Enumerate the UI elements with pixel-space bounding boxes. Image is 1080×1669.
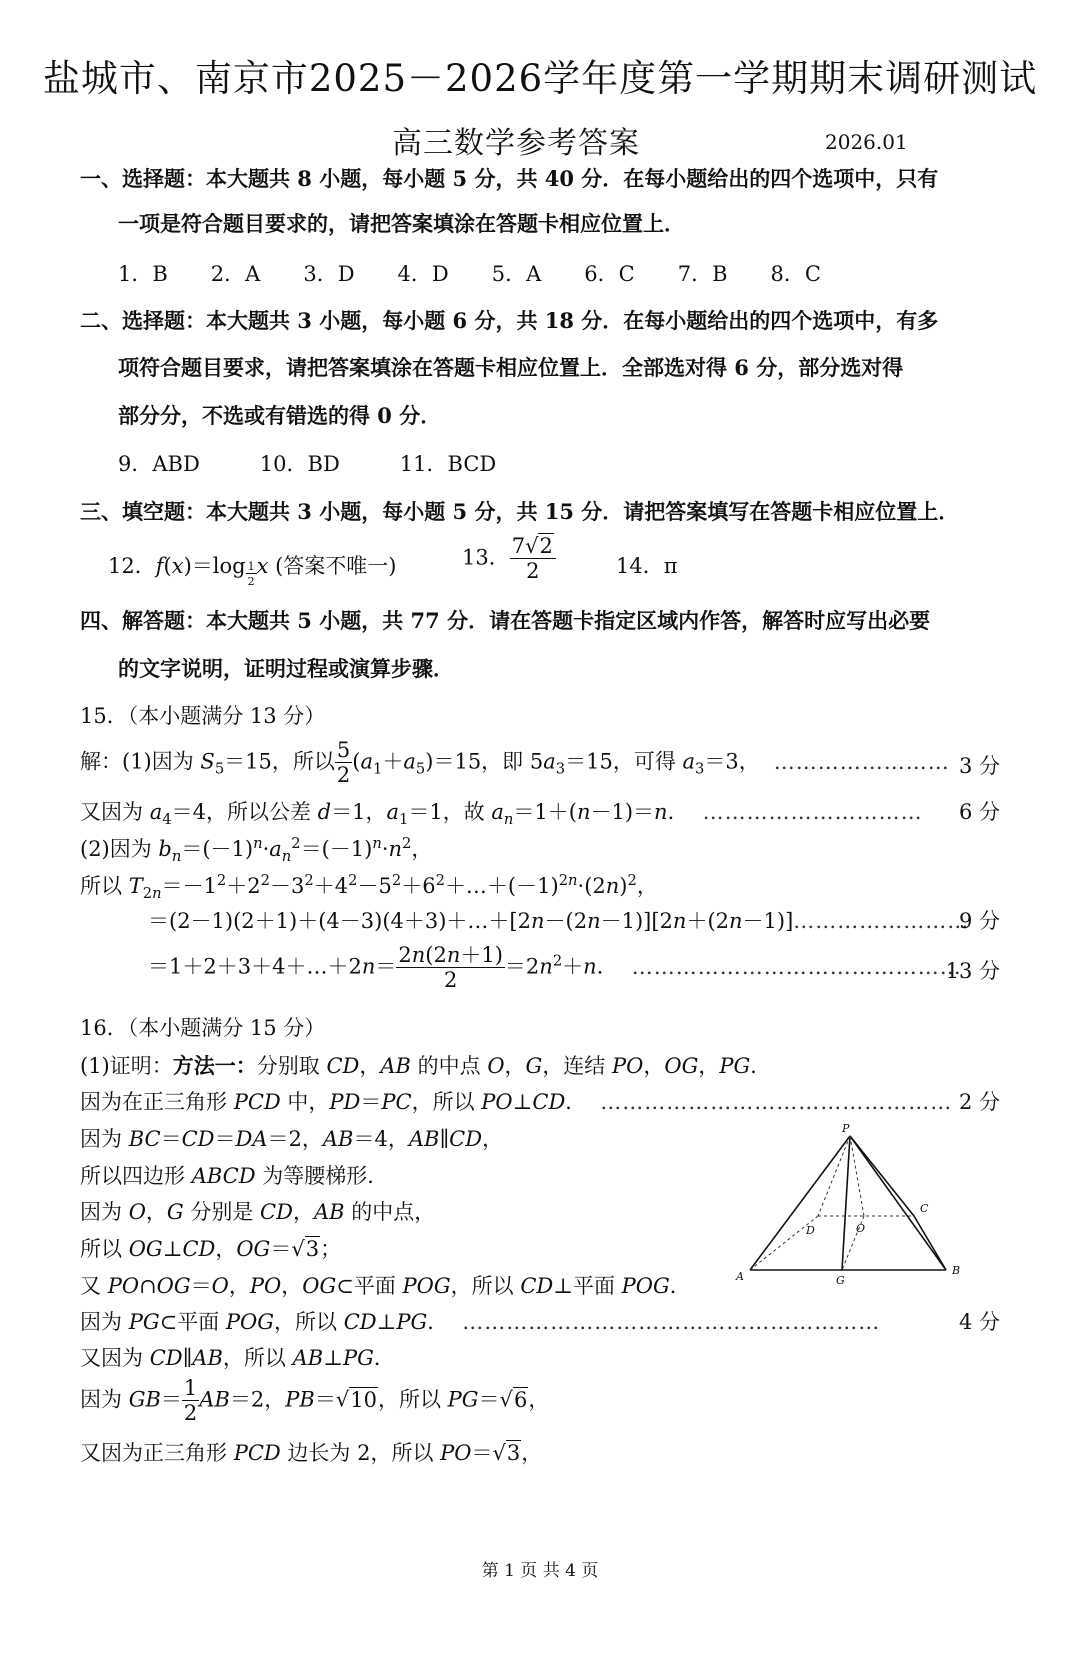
q16-line-6: 所以 OG⊥CD，OG＝√3； [80,1237,342,1261]
section2-heading-3: 部分分，不选或有错选的得 0 分． [118,403,442,428]
pyramid-figure [730,1118,970,1298]
q16-line-9: 又因为 CD∥AB，所以 AB⊥PG． [80,1346,395,1370]
section1-heading-2: 一项是符合题目要求的，请把答案填涂在答题卡相应位置上． [118,211,685,236]
segment-pg [842,1136,850,1270]
q15-line-1: 解：(1)因为 $S_5=15$，所以 $\frac{5}{2}$ $(a_1+a_5)=15$，即 $5a_3=15$，可得 $a_3=3$， …………………… 3 分 [80,738,1000,787]
section2-answers [118,448,539,478]
q15-line-2: 又因为 $a_4=4$，所以公差 d＝1，$a_1=1$，故 $a_n=1+(n-1)=n$． ………………………… 6 分 [80,800,1000,829]
label-b: B [952,1264,961,1277]
q15-line-4: 所以 $T_{2n}=-1^2+2^2-3^2+4^2-5^2+6^2+\dots+(-1)^{2n}\cdot(2n)^2$， [80,872,658,903]
edge-pb [850,1136,946,1270]
answer-9: 9．ABD [118,452,200,476]
q16-line-2: 因为在正三角形 PCD 中，PD＝PC，所以 PO⊥CD． ………………………………………… 2 分 [80,1090,1000,1114]
label-g: G [836,1274,845,1287]
q15-line-6: ＝1＋2＋3＋4＋…＋2n＝ $\frac{2n(2n+1)}{2}$ $=2n^2+n$． ……………………………………… 13 分 [148,943,1000,992]
answer-11: 11．BCD [399,452,497,476]
answer-1: 1．B [118,262,168,286]
page-footer: 第 1 页 共 4 页 [481,1561,599,1581]
q16-line-8: 因为 PG⊂平面 POG，所以 CD⊥PG． ………………………………………………… 4 分 [80,1310,1000,1334]
section2-heading-1: 二、选择题：本大题共 3 小题，每小题 6 分，共 18 分．在每小题给出的四个选项中，有多 [80,308,939,333]
document-subtitle: 高三数学参考答案 [392,126,640,161]
document-title: 盐城市、南京市2025－2026学年度第一学期期末调研测试 [42,57,1038,100]
q16-line-11: 又因为正三角形 PCD 边长为 2，所以 PO＝√3， [80,1441,543,1465]
answer-6: 6．C [584,262,635,286]
section4-heading-2: 的文字说明，证明过程或演算步骤． [118,656,454,681]
section1-answers [118,258,864,288]
answer-14: 14．π [616,554,678,578]
edge-cb [914,1216,946,1270]
answer-10: 10．BD [259,452,340,476]
q15-line-5: ＝(2－1)(2＋1)＋(4－3)(4＋3)＋…＋[2n－(2n－1)][2n＋(2n－1)]…………………… 9 分 [148,909,1000,933]
q16-line-4: 所以四边形 ABCD 为等腰梯形． [80,1164,389,1188]
label-d: D [806,1224,815,1237]
segment-po [850,1136,864,1216]
q16-line-10: 因为 GB＝ $\frac{1}{2}$ AB＝2，PB＝√10，所以 PG＝√6， [80,1376,550,1425]
edge-pc [850,1136,914,1216]
section3-heading: 三、填空题：本大题共 3 小题，每小题 5 分，共 15 分．请把答案填写在答题卡相应位置上． [80,499,960,524]
section4-heading-1: 四、解答题：本大题共 5 小题，共 77 分．请在答题卡指定区域内作答，解答时应写出必要 [80,608,931,633]
q16-line-7: 又 PO∩OG＝O，PO，OG⊂平面 POG，所以 CD⊥平面 POG． [80,1274,691,1298]
edge-pa [750,1136,850,1270]
q16-line-3: 因为 BC＝CD＝DA＝2，AB＝4，AB∥CD， [80,1127,504,1151]
label-c: C [920,1202,929,1215]
document-date: 2026.01 [825,130,908,154]
label-o: O [856,1222,866,1235]
answer-2: 2．A [210,262,261,286]
q16-line-5: 因为 O，G 分别是 CD，AB 的中点， [80,1200,436,1224]
section2-heading-2: 项符合题目要求，请把答案填涂在答题卡相应位置上．全部选对得 6 分，部分选对得 [118,355,904,380]
q16-header: 16．（本小题满分 15 分） [80,1016,326,1040]
q15-header: 15．（本小题满分 13 分） [80,704,326,728]
label-p: P [842,1122,850,1135]
answer-13: 13． $\frac{7√2}{2}$ [462,536,556,582]
answer-8: 8．C [770,262,821,286]
answer-12: 12．f(x)＝log $_{\frac{1}{2}}$ x (答案不唯一) [108,554,397,589]
label-a: A [736,1270,744,1283]
answer-7: 7．B [677,262,728,286]
answer-5: 5．A [491,262,542,286]
answer-3: 3．D [303,262,355,286]
q16-line-1: (1)证明：方法一：分别取 CD，AB 的中点 O，G，连结 PO，OG，PG． [80,1053,772,1078]
answer-4: 4．D [397,262,449,286]
section1-heading-1: 一、选择题：本大题共 8 小题，每小题 5 分，共 40 分．在每小题给出的四个选项中，只有 [80,166,939,191]
q15-line-3: (2)因为 $b_n=(-1)^n\cdot a_n^2=(-1)^n\cdot n^2$， [80,835,433,866]
